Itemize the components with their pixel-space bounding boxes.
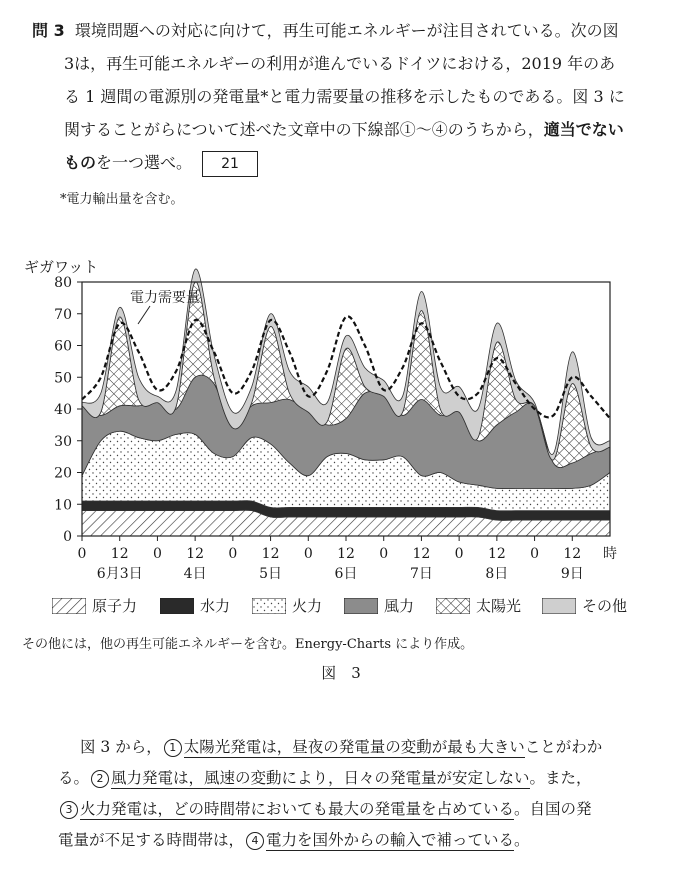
x-tick-label: 0	[379, 546, 389, 562]
x-tick-label: 12	[186, 546, 205, 562]
x-tick-label: 0	[152, 546, 162, 562]
chart-legend	[52, 595, 652, 617]
y-tick-label: 0	[63, 529, 72, 545]
legend-solar: 太陽光	[436, 595, 521, 616]
x-tick-label: 0	[454, 546, 464, 562]
demand-leader	[138, 306, 150, 324]
legend-other: その他	[542, 595, 627, 616]
day-label: 8日	[485, 566, 509, 582]
underlined-statement-4[interactable]: 電力を国外からの輸入で補っている	[266, 831, 515, 849]
y-tick-label: 30	[54, 433, 72, 450]
day-label: 6日	[334, 566, 358, 582]
y-tick-label: 40	[54, 402, 72, 418]
y-tick-label: 80	[54, 275, 72, 291]
day-label: 9日	[560, 566, 584, 582]
x-tick-label: 12	[563, 546, 582, 562]
series-areas	[82, 269, 610, 536]
y-tick-label: 20	[54, 465, 72, 482]
underline-marker-1: 1	[164, 739, 182, 757]
question-number: 問 3	[32, 21, 65, 40]
chart-source-note: その他には，他の再生可能エネルギーを含む。Energy-Charts により作成。	[22, 637, 474, 652]
generation-area-chart	[0, 240, 682, 595]
x-tick-label: 12	[337, 546, 355, 562]
y-axis-label: ギガワット	[24, 258, 99, 276]
x-tick-label: 12	[412, 546, 431, 562]
legend-nuclear: 原子力	[52, 595, 137, 616]
x-tick-label: 0	[228, 546, 238, 562]
day-label: 7日	[409, 566, 433, 582]
day-label: 5日	[259, 566, 283, 582]
x-tick-label: 時	[603, 546, 617, 562]
y-tick-label: 60	[54, 338, 72, 355]
question-block	[32, 14, 662, 179]
day-label: 4日	[183, 566, 207, 582]
passage: 図 3 から， 1 太陽光発電は，昼夜の発電量の変動が最も大きいことがわか る。 2 風力発電は，風速の変動により，日々の発電量が安定しない。また， 3 火力発電は，どの時間帯においても最大の発電量を占めている。自国の発 電量が不足する時間帯は， 4 電力を国外からの輸入で補っている。	[58, 738, 603, 849]
underline-marker-4: 4	[246, 832, 264, 850]
day-label: 6月3日	[96, 566, 143, 582]
x-tick-label: 12	[261, 546, 280, 562]
underline-marker-3: 3	[60, 801, 78, 819]
x-tick-label: 0	[77, 546, 87, 562]
question-line-4: 関することがらについて述べた文章中の下線部①～④のうちから，適当でない	[64, 120, 624, 139]
question-line-5: ものを一つ選べ。 21	[32, 146, 662, 179]
x-tick-label: 0	[530, 546, 540, 562]
footnote: *電力輸出量を含む。	[60, 192, 184, 207]
y-axis	[54, 275, 82, 545]
question-line-3: る 1 週間の電源別の発電量*と電力需要量の推移を示したものである。図 3 に	[64, 87, 625, 106]
underlined-statement-1[interactable]: 太陽光発電は，昼夜の発電量の変動が最も大きい	[183, 738, 525, 756]
y-tick-label: 10	[54, 497, 72, 514]
figure-caption: 図 3	[321, 664, 361, 682]
legend-thermal: 火力	[252, 595, 322, 616]
demand-label: 電力需要量	[130, 290, 200, 306]
underline-marker-2: 2	[91, 770, 109, 788]
legend-wind: 風力	[344, 595, 414, 616]
underlined-statement-2[interactable]: 風力発電は，風速の変動により，日々の発電量が安定しない	[111, 769, 530, 787]
legend-hydro: 水力	[160, 595, 230, 616]
x-tick-label: 12	[487, 546, 506, 562]
emphasis-not-appropriate: 適当でない	[543, 120, 624, 139]
x-axis	[78, 536, 617, 582]
y-tick-label: 70	[54, 306, 72, 323]
x-tick-label: 0	[303, 546, 313, 562]
question-line-1: 問 3 環境問題への対応に向けて，再生可能エネルギーが注目されている。次の図	[32, 21, 619, 40]
y-tick-label: 50	[54, 370, 72, 387]
x-tick-label: 12	[110, 546, 129, 562]
answer-box[interactable]: 21	[202, 151, 258, 177]
underlined-statement-3[interactable]: 火力発電は，どの時間帯においても最大の発電量を占めている	[80, 800, 515, 818]
question-line-2: 3は，再生可能エネルギーの利用が進んでいるドイツにおける，2019 年のあ	[64, 54, 616, 73]
